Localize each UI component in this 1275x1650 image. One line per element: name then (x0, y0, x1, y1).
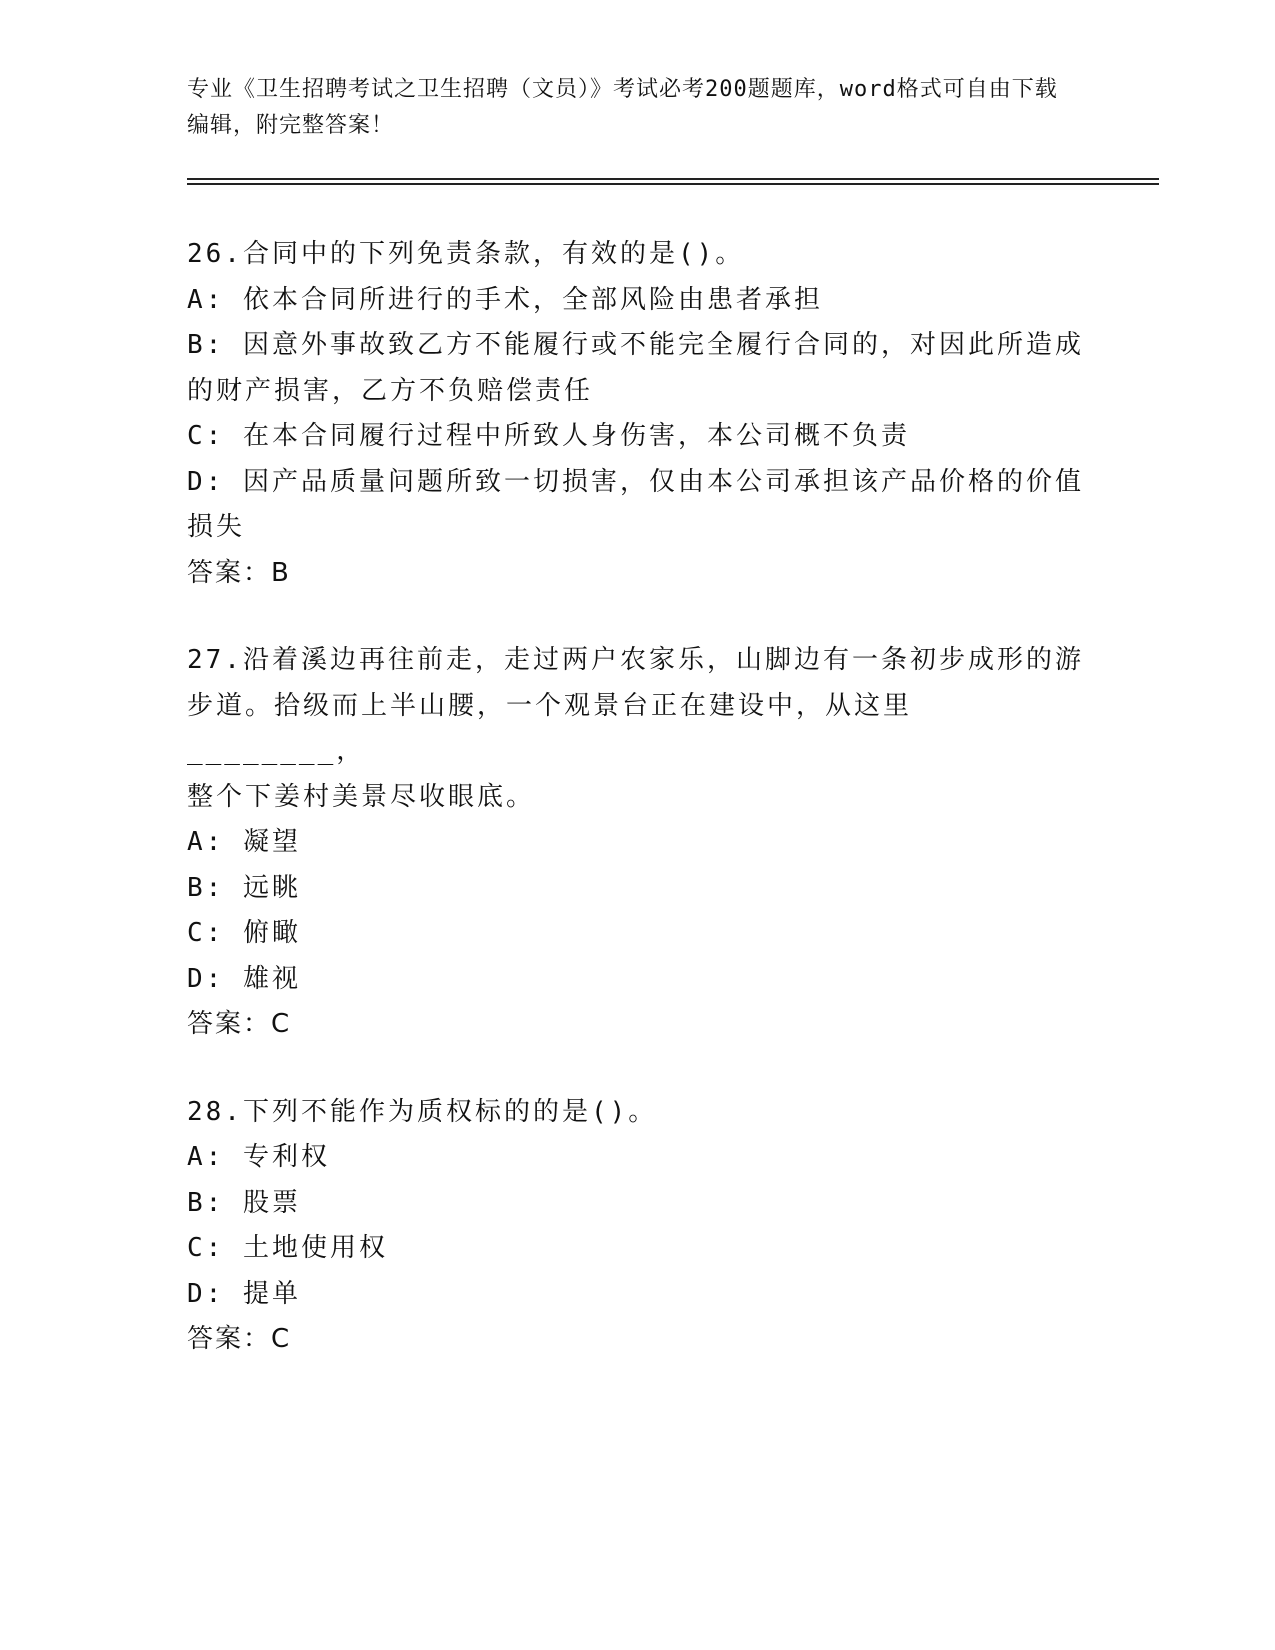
question-28 (187, 1090, 1087, 1363)
option-b: B: 股票 (187, 1187, 301, 1218)
header-divider-bottom (187, 183, 1159, 185)
question-stem: 28.下列不能作为质权标的的是()。 (187, 1096, 658, 1127)
option-b: B: 因意外事故致乙方不能履行或不能完全履行合同的，对因此所造成 (187, 330, 1084, 360)
option-d: D: 提单 (187, 1278, 301, 1309)
question-26 (187, 232, 1087, 596)
option-c: C: 在本合同履行过程中所致人身伤害，本公司概不负责 (187, 421, 910, 451)
option-c: C: 土地使用权 (187, 1233, 388, 1263)
question-list (187, 232, 1087, 1405)
question-stem-continued: 整个下姜村美景尽收眼底。 (187, 781, 536, 812)
header-divider-top (187, 178, 1159, 180)
document-header: 专业《卫生招聘考试之卫生招聘（文员）》考试必考200题题库，word格式可自由下载编辑，附完整答案！ (187, 77, 1058, 138)
option-c: C: 俯瞰 (187, 918, 301, 948)
option-d-continued: 损失 (187, 512, 246, 542)
question-stem: 27.沿着溪边再往前走，走过两户农家乐，山脚边有一条初步成形的游 (187, 645, 1084, 675)
answer: 答案：B (187, 557, 291, 588)
question-27 (187, 638, 1087, 1048)
option-a: A: 专利权 (187, 1142, 330, 1172)
answer: 答案：C (187, 1324, 292, 1354)
option-b-continued: 的财产损害，乙方不负赔偿责任 (187, 375, 594, 406)
option-a: A: 依本合同所进行的手术，全部风险由患者承担 (187, 284, 823, 315)
option-a: A: 凝望 (187, 827, 301, 857)
option-b: B: 远眺 (187, 872, 301, 903)
answer: 答案：C (187, 1009, 292, 1039)
question-stem-continued: 步道。拾级而上半山腰，一个观景台正在建设中，从这里________， (187, 690, 913, 766)
question-stem: 26.合同中的下列免责条款，有效的是()。 (187, 239, 745, 269)
option-d: D: 雄视 (187, 963, 301, 994)
option-d: D: 因产品质量问题所致一切损害，仅由本公司承担该产品价格的价值 (187, 466, 1084, 497)
